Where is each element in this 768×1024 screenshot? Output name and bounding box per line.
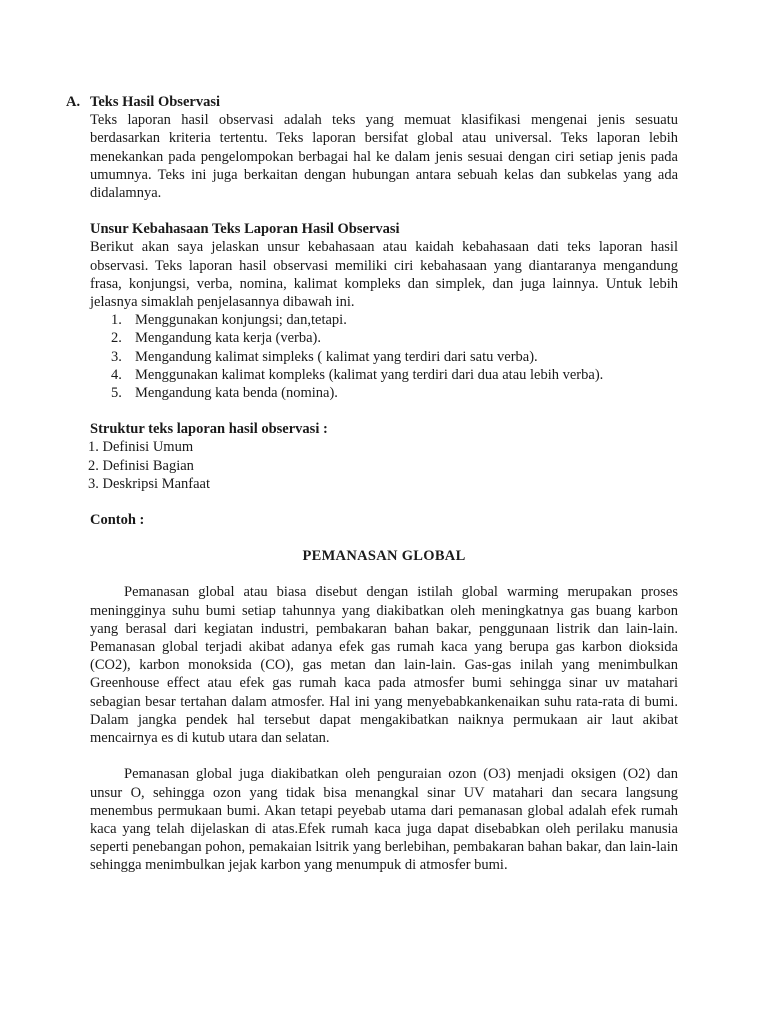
list-item-text: Mengandung kata benda (nomina). [135, 385, 338, 402]
unsur-body: Berikut akan saya jelaskan unsur kebahasaan atau kaidah kebahasaan dati teks laporan hasil observasi. Teks laporan hasil observasi memiliki ciri kebahasaan yang diantaranya mengandung frasa, konjungsi, verba, nomina, kalimat kompleks dan simplek, dan juga lainnya. Untuk lebih jelasnya simaklah penjelasannya dibawah ini. [90, 239, 678, 311]
list-item [111, 329, 678, 347]
struktur-item: 3. Deskripsi Manfaat [88, 475, 211, 492]
example-paragraph-2: Pemanasan global juga diakibatkan oleh penguraian ozon (O3) menjadi oksigen (O2) dan unsur O, sehingga ozon yang tidak bisa menangkal sinar UV matahari dan secara langsung menembus permukaan bumi. Akan tetapi peyebab utama dari pemanasan global adalah efek rumah kaca yang telah dijelaskan di atas.Efek rumah kaca juga dapat disebabkan oleh perilaku manusia seperti penebangan pohon, pemakaian lsitrik yang berlebihan, pembakaran bahan bakar, dan lain-lain sehingga menimbulkan jejak karbon yang menumpuk di atmosfer bumi. [90, 766, 678, 874]
example-title: PEMANASAN GLOBAL [302, 548, 466, 565]
struktur-heading: Struktur teks laporan hasil observasi : [90, 421, 328, 438]
list-item [111, 384, 678, 402]
document-content [66, 93, 678, 875]
list-item-number: 4. [111, 366, 122, 383]
list-item-text: Menggunakan kalimat kompleks (kalimat yang terdiri dari dua atau lebih verba). [135, 366, 604, 383]
list-item-number: 1. [111, 312, 122, 329]
unsur-list [90, 311, 678, 402]
list-item [111, 311, 678, 329]
struktur-item: 2. Definisi Bagian [88, 457, 194, 474]
struktur-list [88, 438, 678, 493]
list-item-number: 2. [111, 330, 122, 347]
list-item-text: Mengandung kalimat simpleks ( kalimat yang terdiri dari satu verba). [135, 348, 538, 365]
list-item-number: 3. [111, 348, 122, 365]
struktur-item: 1. Definisi Umum [88, 439, 194, 456]
list-item-number: 5. [111, 385, 122, 402]
section-a-title: Teks Hasil Observasi [90, 94, 220, 110]
contoh-label: Contoh : [90, 512, 145, 529]
example-paragraph-1: Pemanasan global atau biasa disebut dengan istilah global warming merupakan proses meningginya suhu bumi setiap tahunnya yang diakibatkan oleh meningkatnya gas buang karbon yang berasal dari kegiatan industri, pembakaran bahan bakar, penggunaan listrik dan lain-lain. Pemanasan global terjadi akibat adanya efek gas rumah kaca yang berupa gas karbon dioksida (CO2), karbon monoksida (CO), gas metan dan lain-lain. Gas-gas inilah yang menimbulkan Greenhouse effect atau efek gas rumah kaca pada atmosfer bumi sehingga sinar uv matahari sebagian besar tertahan dalam atmosfer. Hal ini yang menyebabkankenaikan suhu rata-rata di bumi. Dalam jangka pendek hal tersebut dapat mengakibatkan naiknya permukaan air laut akibat mencairnya es di kutub utara dan selatan. [90, 584, 678, 747]
section-a-body: Teks laporan hasil observasi adalah teks yang memuat klasifikasi mengenai jenis sesuatu berdasarkan kriteria tertentu. Teks laporan bersifat global atau universal. Teks laporan lebih menekankan pada pengelompokan berbagai hal ke dalam jenis sesuai dengan ciri setiap jenis pada umumnya. Teks ini juga berkaitan dengan hubungan antara sebuah kelas dan subkelas yang ada didalamnya. [90, 112, 678, 202]
list-item-text: Mengandung kata kerja (verba). [135, 330, 322, 347]
unsur-heading: Unsur Kebahasaan Teks Laporan Hasil Observasi [90, 221, 400, 238]
section-a-heading [66, 93, 678, 111]
section-a-letter: A. [66, 94, 81, 110]
list-item-text: Menggunakan konjungsi; dan,tetapi. [135, 312, 347, 329]
list-item [111, 348, 678, 366]
list-item [111, 366, 678, 384]
